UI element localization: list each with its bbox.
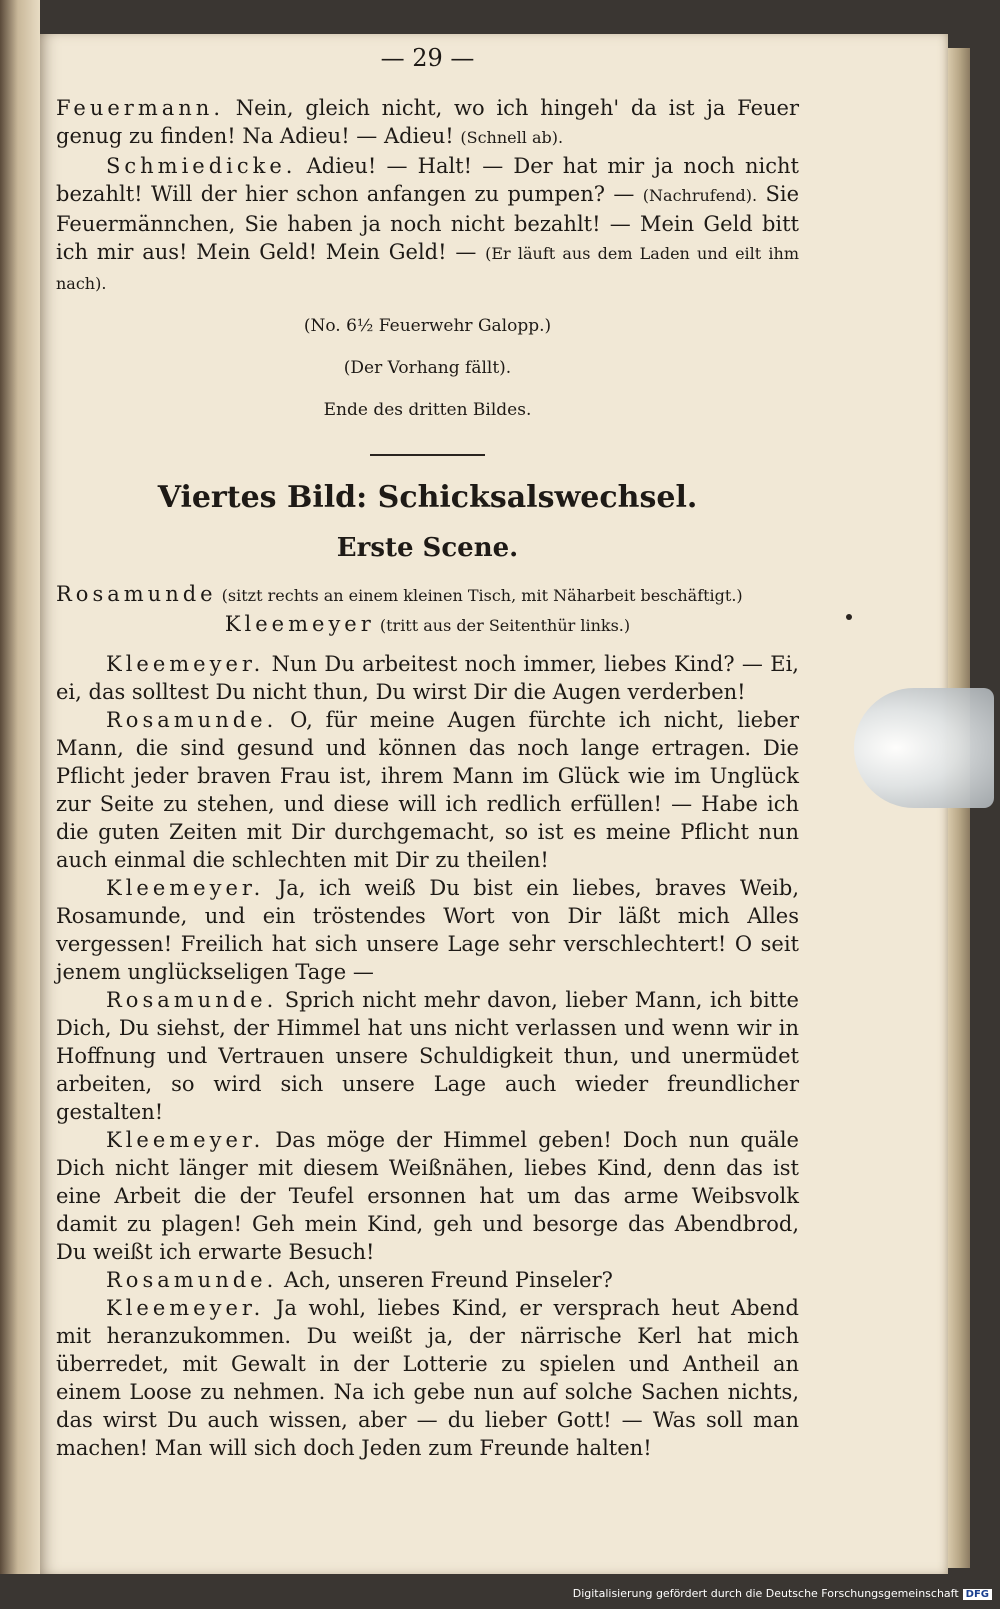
cast-line-1 xyxy=(56,580,799,610)
speaker-name: Rosamunde. xyxy=(106,988,278,1012)
speaker-name: Rosamunde. xyxy=(106,1268,278,1292)
section-divider xyxy=(370,454,485,456)
speech-text: Nun Du arbeitest noch immer, liebes Kind? — Ei, ei, das solltest Du nicht thun, Du wirst Dir die Augen verderben! xyxy=(56,652,799,704)
dialogue-line xyxy=(56,706,799,874)
speaker-name: Kleemeyer. xyxy=(106,876,265,900)
page-number: — 29 — xyxy=(380,44,475,72)
thumb-overlay xyxy=(854,688,994,808)
dialogue-line xyxy=(56,1294,799,1462)
stage-direction: (Schnell ab). xyxy=(460,128,564,147)
dialogue-line xyxy=(56,1126,799,1266)
speech-text: O, für meine Augen fürchte ich nicht, lieber Mann, die sind gesund und können das noch lange ertragen. Die Pflicht jeder braven Frau ist, ihrem Mann im Glück wie im Unglück zur Seite zu stehen, und diese will ich redlich erfüllen! — Habe ich die guten Zeiten mit Dir durchgemacht, so ist es meine Pflicht nun auch einmal die schlechten mit Dir zu theilen! xyxy=(56,708,799,872)
speech-text: Adieu! — Halt! — Der hat mir ja noch nicht bezahlt! Will der hier schon anfangen zu pumpen? — xyxy=(56,154,799,206)
cast-note: (sitzt rechts an einem kleinen Tisch, mit Näharbeit beschäftigt.) xyxy=(216,586,743,605)
cast-name: Kleemeyer xyxy=(224,612,375,636)
stage-direction: (Nachrufend). xyxy=(642,186,758,205)
act-heading: Viertes Bild: Schicksalswechsel. xyxy=(157,480,698,515)
page-text xyxy=(56,44,799,1462)
opening-speech-2 xyxy=(56,152,799,298)
stage-direction-exit: (Er läuft aus dem Laden und eilt ihm nach). xyxy=(56,244,800,293)
adjacent-page-edge xyxy=(0,0,40,1609)
speaker-name: Kleemeyer. xyxy=(106,1128,265,1152)
dialogue-line xyxy=(56,874,799,986)
speaker-name: Schmiedicke. xyxy=(106,154,297,178)
music-note: (No. 6½ Feuerwehr Galopp.) xyxy=(303,316,552,336)
speech-text: Nein, gleich nicht, wo ich hingeh' da ist ja Feuer genug zu finden! Na Adieu! — Adieu! xyxy=(56,96,799,148)
speaker-name: Feuermann. xyxy=(56,96,224,120)
page-stack-edge xyxy=(948,48,970,1568)
speech-text: Sprich nicht mehr davon, lieber Mann, ich bitte Dich, Du siehst, der Himmel hat uns nicht verlassen und wenn wir in Hoffnung und Vertrauen unsere Schuldigkeit thun, und unermüdet arbeiten, so wird sich unsere Lage auch wieder freundlicher gestalten! xyxy=(56,988,799,1124)
ink-spot xyxy=(846,614,852,620)
cast-note: (tritt aus der Seitenthür links.) xyxy=(374,616,631,635)
opening-speech-1 xyxy=(56,94,799,152)
dialogue-line xyxy=(56,650,799,706)
cast-line-2 xyxy=(56,610,799,640)
dialogue-line xyxy=(56,1266,799,1294)
speech-text: Ach, unseren Freund Pinseler? xyxy=(277,1268,613,1292)
speech-text-continued: Sie Feuermännchen, Sie haben ja noch nicht bezahlt! — Mein Geld bitt ich mir aus! Mein Geld! Mein Geld! — xyxy=(56,182,799,264)
scene-heading: Erste Scene. xyxy=(336,533,519,563)
cast-name: Rosamunde xyxy=(56,582,217,606)
speaker-name: Kleemeyer. xyxy=(106,652,265,676)
speech-text: Ja, ich weiß Du bist ein liebes, braves Weib, Rosamunde, und ein tröstendes Wort von Dir läßt mich Alles vergessen! Freilich hat sich unsere Lage sehr verschlechtert! O seit jenem unglückseligen Tage — xyxy=(56,876,799,984)
dialogue-line xyxy=(56,986,799,1126)
speech-text: Ja wohl, liebes Kind, er versprach heut Abend mit heranzukommen. Du weißt ja, der närrische Kerl hat mich überredet, mit Gewalt in der Lotterie zu spielen und Antheil an einem Loose zu nehmen. Na ich gebe nun auf solche Sachen nichts, das wirst Du auch wissen, aber — du lieber Gott! — Was soll man machen! Man will sich doch Jeden zum Freunde halten! xyxy=(56,1296,799,1460)
speaker-name: Rosamunde. xyxy=(106,708,278,732)
end-of-scene: Ende des dritten Bildes. xyxy=(323,400,532,420)
curtain-note: (Der Vorhang fällt). xyxy=(343,358,512,378)
dfg-logo: DFG xyxy=(963,1589,992,1600)
speech-text: Das möge der Himmel geben! Doch nun quäle Dich nicht länger mit diesem Weißnähen, liebes Kind, denn das ist eine Arbeit die der Teufel ersonnen hat um das arme Weibsvolk damit zu plagen! Geh mein Kind, geh und besorge das Abendbrod, Du weißt ich erwarte Besuch! xyxy=(56,1128,799,1264)
speaker-name: Kleemeyer. xyxy=(106,1296,265,1320)
footer-text: Digitalisierung gefördert durch die Deutsche Forschungsgemeinschaft xyxy=(572,1587,959,1600)
funding-footer xyxy=(573,1587,992,1600)
